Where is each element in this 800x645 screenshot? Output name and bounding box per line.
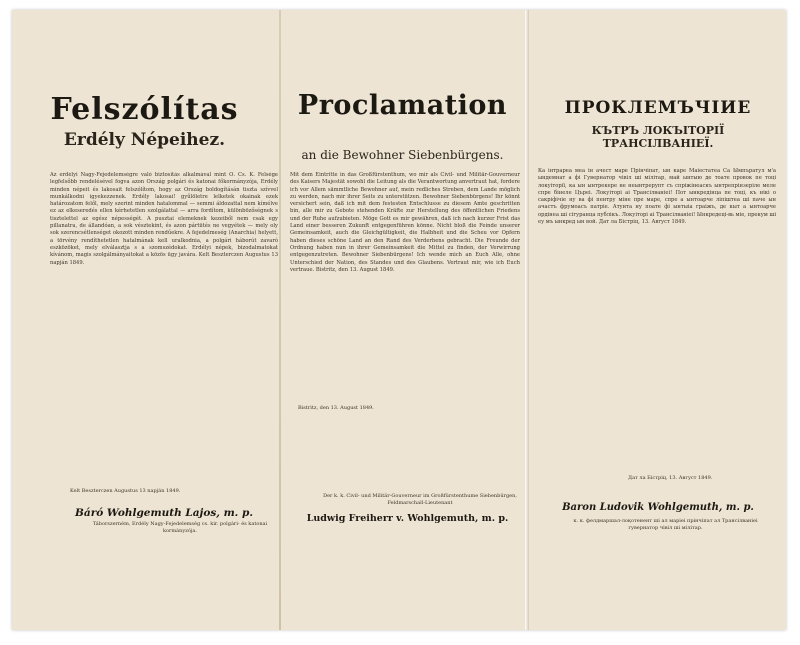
hungarian-title: Felszólítas <box>50 92 239 127</box>
fold-line-left <box>279 10 281 630</box>
german-signature-note: Der k. k. Civil- und Militär-Gouverneur im Großfürstenthume Siebenbürgen, Feldmarschall-Lieutenant <box>323 493 517 506</box>
german-signature: Ludwig Freiherr v. Wohlgemuth, m. p. <box>306 513 509 524</box>
hungarian-signature-note: Táborszerném, Erdély Nagy-Fejedelemség cs. kir. polgári- és katonai kormányzója. <box>92 521 268 534</box>
german-column <box>280 10 525 630</box>
proclamation-sheet <box>12 10 786 630</box>
hungarian-column <box>12 10 277 630</box>
romanian-title: ПРОКЛЕМЪЧІИЕ <box>564 98 752 118</box>
romanian-signature: Baron Ludovik Wohlgemuth, m. p. <box>562 502 754 513</box>
hungarian-date: Kelt Beszterczen Augustus 13 napján 1849. <box>70 488 181 494</box>
romanian-date: Дат ла Бістріц, 13. Август 1849. <box>628 475 713 481</box>
german-body: Mit dem Eintritte in das Großfürstenthum, wo mir als Civil- und Militär-Gouverneur des Kaisers Majestät sowohl die Leitung als die Verantwortung anvertraut hat, fordere ich vor Allem sämmtliche Bewohner auf, mein redliches Streben, dem Lande möglich zu werden, nach mir ihrer Seits zu unterstützen. Bewohner Siebenbürgens! Ihr könnt versichert sein, daß ich mit dem festesten Entschlusse zu diesem Amte geschritten bin, alle mir zu Gebote stehenden Kräfte zur Herstellung des öffentlichen Friedens und der Ruhe aufzubieten. Möge Gott es mir gewähren, daß ich nach kurzer Frist das Land einer besseren Zukunft entgegenführen könne. Nicht bloß die Feinde unserer Gemeinsamkeit, auch die Gleichgültigkeit, die Halbheit und die Scheu vor Opfern haben dieses schöne Land an den Rand des Verderbens gebracht. Die Freunde der Ordnung haben nun in ihrer Gemeinsamkeit die Mittel zu finden, der Verwirrung entgegenzutreten. Bewohner Siebenbürgens! Ich wende mich an Euch Alle, ohne Unterschied der Nation, des Standes und des Glaubens. Vertraut mir, wie ich Euch vertraue. Bistritz, den 13. August 1849. <box>290 172 520 273</box>
romanian-signature-note: к. к. фелдмаршал-лоқотенент ші ал маріеі прінчіпат ал Трансілваніеі гувернатор чівіл ші мілітар. <box>573 518 758 531</box>
german-date: Bistritz, den 13. August 1849. <box>298 405 374 411</box>
german-subtitle: an die Bewohner Siebenbürgens. <box>301 148 504 162</box>
hungarian-signature: Báró Wohlgemuth Lajos, m. p. <box>75 507 253 519</box>
romanian-column <box>528 10 786 630</box>
romanian-subtitle: КЪТРЪ ЛОКЪІТОРІЇ ТРАНСІЛВАНІЕЇ. <box>591 124 725 150</box>
hungarian-subtitle: Erdély Népeihez. <box>63 130 226 150</box>
hungarian-body: Az erdélyi Nagy-Fejedelemségre való biztosítás alkalmával mint Ő. Cs. K. Felsége legfelsőbb rendelésével fogva azon Ország polgári és katonai főkormányzója, Erdély minden népeit és lakosait felszólítom, hogy az Ország boldogításán tiszta szívvel munkálkodni igyekezzenek. Erdély lakosai! gyűlöletre lelketek okainak ezek határozatom felől, mely szerint minden hatalommal — semmi áldozattal nem kímélve ez az elkeseredés ellen kérhetetlen szolgálattal — arra fordítom, különbözőségnek s tisztelettel az egész népességét. A pusztai elemeknek kezeiből nem csak egy pillanatra, de állandóan, a sok vésztekint, és azon pártütés ne vegyétek — mely oly sok szerencsétlenséget okozott minden rendűekre. A fejedelmeség (Anarchia) helyett, a törvény rendíthetetlen hatalmának kell uralkodnia, a polgári háborút zavaró eszközöket, mely elválasztja s a szomszédokat. Erdélyi népek, bizodalmatokat kívánom, magis szolgálmányaitokat a közös ügy javára. Kelt Beszterczen Augustus 13 napján 1849. <box>50 172 278 266</box>
german-title: Proclamation <box>297 90 508 121</box>
fold-line-right <box>525 10 529 630</box>
romanian-body: Ка інтрареа мea ін ачест маре Прінчіпат, ын каре Маіестатеа Са Ымпъратул м'а ындемнат а фі Гувернатор чівіл ші мілітар, май ынтыю де тоате провок пе тоці локуіторії, ка ын ынтрекере не неынтрерупт съ спріжінеаскъ ынтрепрінзеріле меле спре бінеле Църеі. Локуіторі аі Трансілваніеі! Пот ынкредінца пе тоці, къ нікі о сакріфічіе ну ва фі пентру міне пре маре, спре а ынтоарче ліпіштеа ші паче ын ачастъ фрумоасъ патріе. Атуита ну поате фі ынтыіа граіжъ, де кыт а ынтоарче ордінеа ші сігуранца публікъ. Локуіторі аі Трансілваніеі! Ынкредеці-вь міе, прекум ші еу мъ ынкред ын вой. Дат ла Бістріц, 13. Август 1849. <box>538 168 776 226</box>
